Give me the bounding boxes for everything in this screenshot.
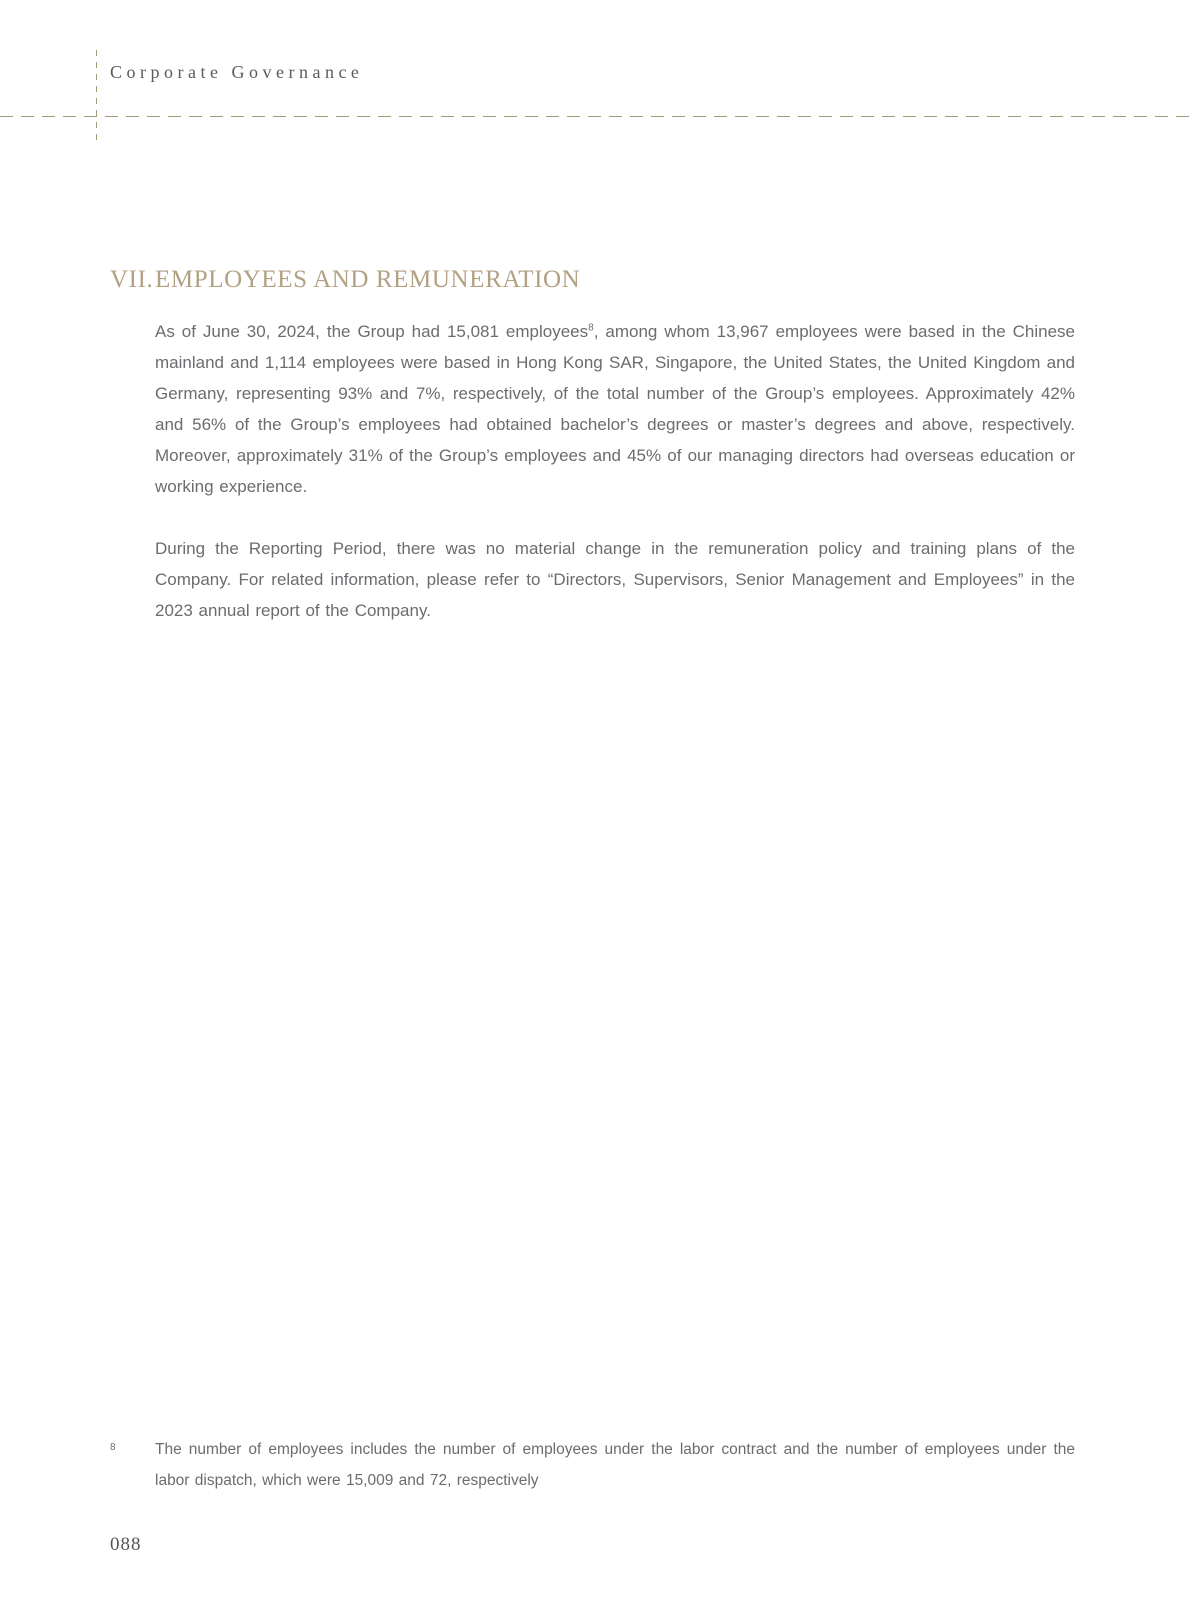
- paragraph-employees-continuation: , among whom 13,967 employees were based in the Chinese mainland and 1,114 employees were based in Hong Kong SAR, Singapore, the United States, the United Kingdom and Germany, representing 93% and 7%, respectively, of the total number of the Group’s employees. Approximately 42% and 56% of the Group’s employees had obtained bachelor’s degrees or master’s degrees and above, respectively. Moreover, approximately 31% of the Group’s employees and 45% of our managing directors had overseas education or working experience.: [155, 322, 1075, 496]
- header-horizontal-dashed-rule: [0, 116, 1190, 117]
- section-heading-text: EMPLOYEES AND REMUNERATION: [155, 266, 581, 293]
- body-text: [155, 316, 1075, 626]
- paragraph-employees-text: As of June 30, 2024, the Group had 15,081 employees: [155, 322, 589, 341]
- running-header: Corporate Governance: [110, 62, 364, 82]
- page-number: 088: [110, 1534, 142, 1555]
- footnote-marker: 8: [110, 1442, 116, 1453]
- paragraph-employees: [155, 316, 1075, 502]
- footnote: [110, 1434, 1075, 1496]
- section-number: VII.: [110, 266, 154, 293]
- footnote-reference: 8: [588, 322, 594, 334]
- paragraph-remuneration: During the Reporting Period, there was no material change in the remuneration policy and training plans of the Company. For related information, please refer to “Directors, Supervisors, Senior Management and Employees” in the 2023 annual report of the Company.: [155, 539, 1075, 620]
- footnote-text: The number of employees includes the number of employees under the labor contract and the number of employees under the labor dispatch, which were 15,009 and 72, respectively: [155, 1441, 1075, 1489]
- section-heading: [110, 266, 580, 294]
- header-vertical-dashed-rule: [96, 50, 97, 140]
